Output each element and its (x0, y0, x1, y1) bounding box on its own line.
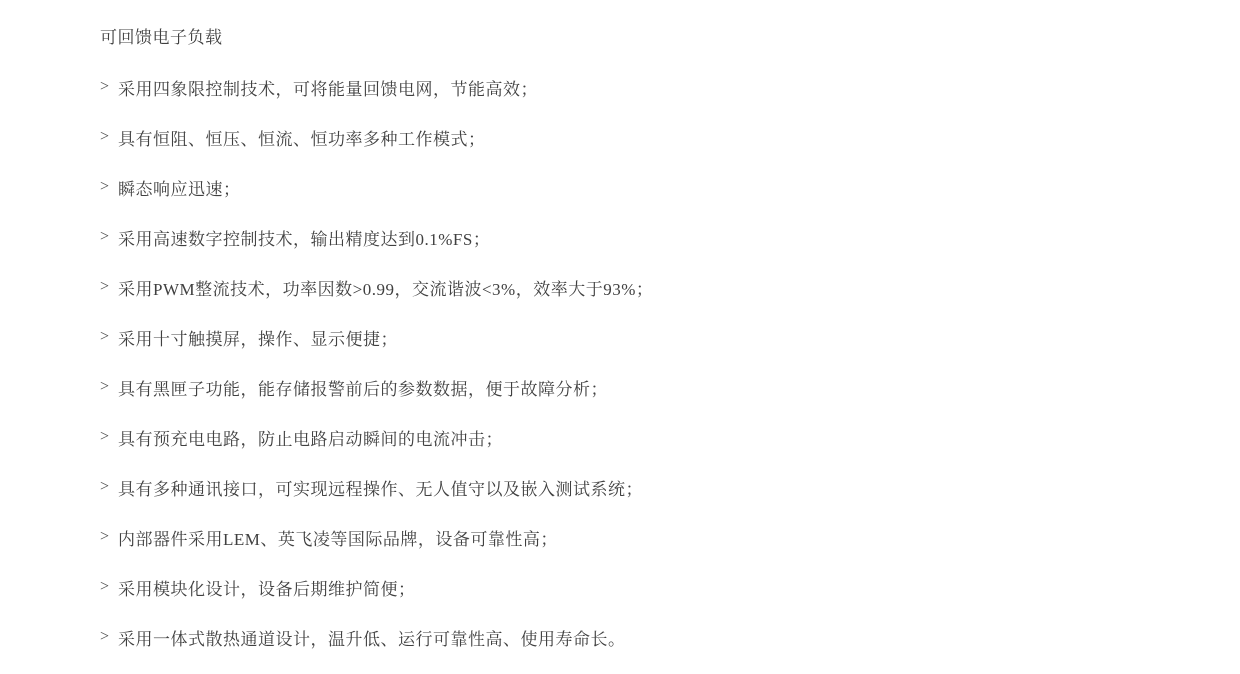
list-item-text: 采用高速数字控制技术，输出精度达到0.1%FS； (118, 229, 491, 249)
chevron-bullet-icon: > (100, 278, 110, 295)
list-item (100, 562, 653, 612)
chevron-bullet-icon: > (100, 128, 110, 145)
list-item (100, 162, 653, 212)
list-item (100, 112, 653, 162)
chevron-bullet-icon: > (100, 428, 110, 445)
chevron-bullet-icon: > (100, 478, 110, 495)
list-item-text: 采用一体式散热通道设计，温升低、运行可靠性高、使用寿命长。 (118, 629, 626, 649)
chevron-bullet-icon: > (100, 78, 110, 95)
chevron-bullet-icon: > (100, 378, 110, 395)
list-item-text: 采用十寸触摸屏，操作、显示便捷； (118, 329, 398, 349)
list-item-text: 采用模块化设计，设备后期维护简便； (118, 579, 416, 599)
list-item (100, 362, 653, 412)
list-item-text: 具有预充电电路，防止电路启动瞬间的电流冲击； (118, 429, 503, 449)
list-item (100, 262, 653, 312)
page-title: 可回馈电子负载 (100, 28, 223, 47)
chevron-bullet-icon: > (100, 178, 110, 195)
list-item (100, 212, 653, 262)
chevron-bullet-icon: > (100, 228, 110, 245)
list-item-text: 采用四象限控制技术，可将能量回馈电网，节能高效； (118, 79, 538, 99)
list-item-text: 采用PWM整流技术，功率因数>0.99，交流谐波<3%，效率大于93%； (118, 279, 654, 299)
list-item (100, 62, 653, 112)
chevron-bullet-icon: > (100, 628, 110, 645)
list-item (100, 312, 653, 362)
list-item (100, 512, 653, 562)
chevron-bullet-icon: > (100, 328, 110, 345)
list-item-text: 瞬态响应迅速； (118, 179, 241, 199)
chevron-bullet-icon: > (100, 528, 110, 545)
list-item (100, 462, 653, 512)
list-item (100, 412, 653, 462)
list-item-text: 具有黑匣子功能，能存储报警前后的参数数据，便于故障分析； (118, 379, 608, 399)
list-item-text: 具有恒阻、恒压、恒流、恒功率多种工作模式； (118, 129, 486, 149)
list-item-text: 内部器件采用LEM、英飞凌等国际品牌，设备可靠性高； (118, 529, 558, 549)
chevron-bullet-icon: > (100, 578, 110, 595)
feature-list (100, 62, 653, 662)
list-item-text: 具有多种通讯接口，可实现远程操作、无人值守以及嵌入测试系统； (118, 479, 643, 499)
list-item (100, 612, 653, 662)
